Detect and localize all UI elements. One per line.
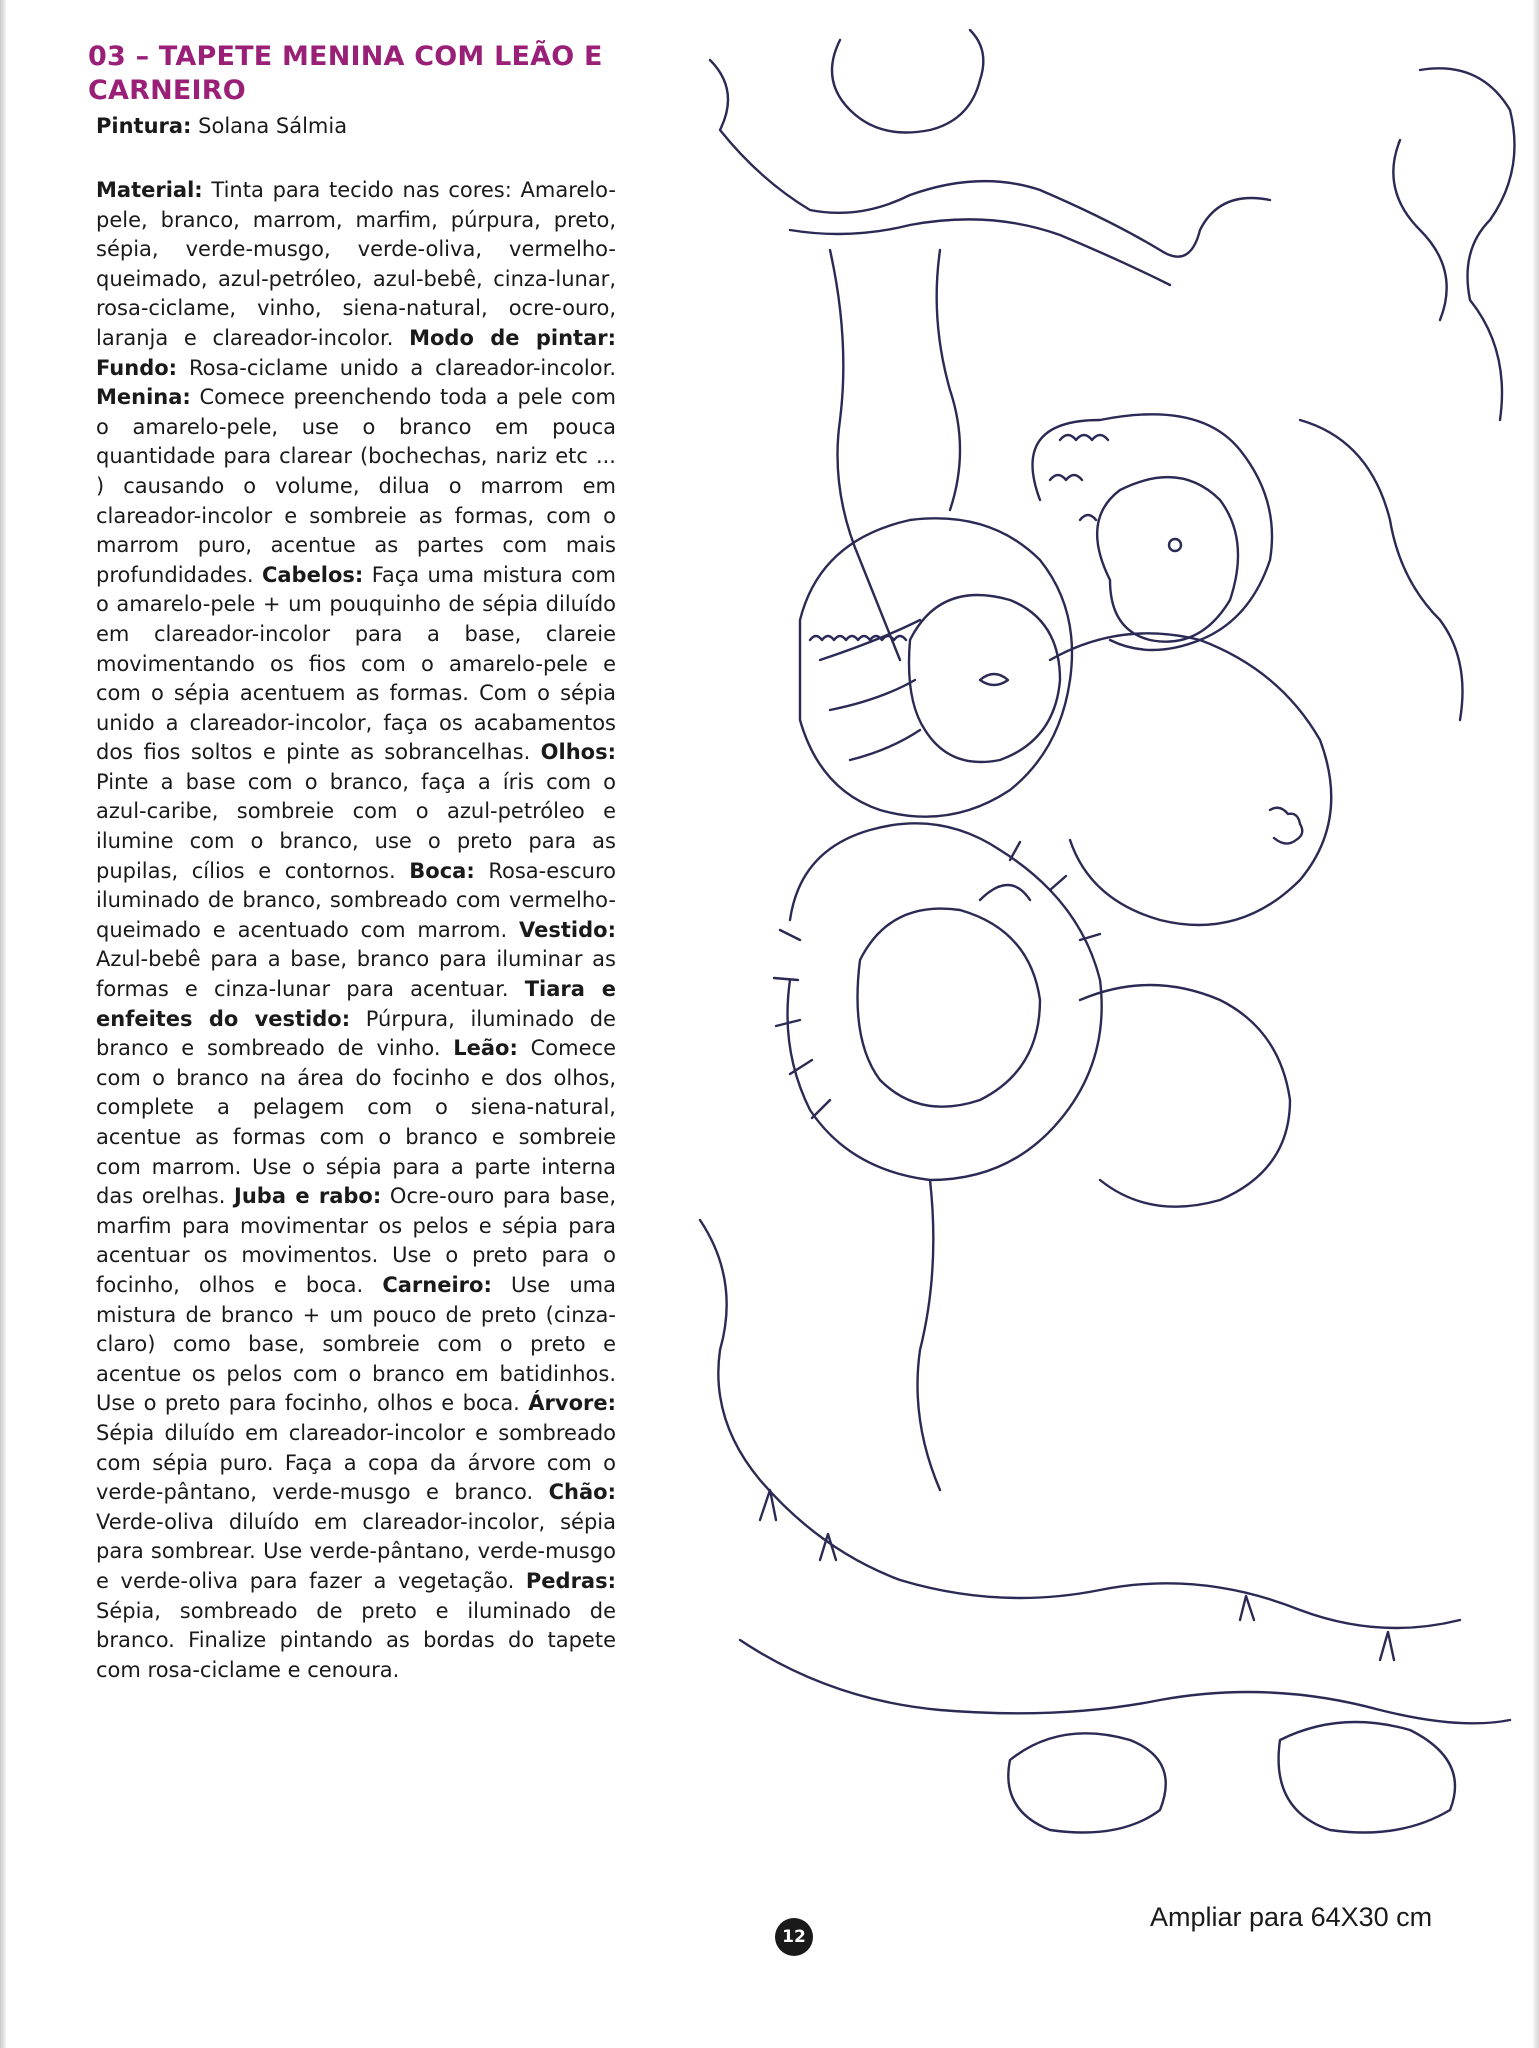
- section-label-juba: Juba e rabo:: [234, 1184, 382, 1209]
- tree-trunk-left: [830, 250, 900, 660]
- sheep-eye: [1169, 539, 1181, 551]
- section-text-menina: Comece preenchendo toda a pele com o amarelo-pele, use o branco em pouca quantidade para clarear (bochechas, nariz etc ... ) causando o volume, dilua o marrom em clareador-incolor e sombreie as formas, com o marrom puro, acentue as partes com mais profundidades.: [96, 385, 616, 587]
- lion-ear: [980, 885, 1030, 900]
- lion-body: [1080, 985, 1290, 1207]
- stone-left: [1008, 1733, 1165, 1832]
- section-label-tiara: Tiara e enfeites do vestido:: [96, 977, 616, 1031]
- lion-mane: [788, 823, 1102, 1180]
- grass-blades: [760, 1490, 1394, 1660]
- section-text-juba: Ocre-ouro para base, marfim para movimentar os pelos e sépia para acentuar os movimentos. Use o preto para o focinho, olhos e boca.: [96, 1184, 616, 1297]
- instructions-text: [96, 176, 616, 1685]
- canopy-right-inner: [1393, 140, 1446, 320]
- section-text-arvore: Sépia diluído em clareador-incolor e sombreado com sépia puro. Faça a copa da árvore com o verde-pântano, verde-musgo e branco.: [96, 1420, 616, 1505]
- painter-credit-value: Solana Sálmia: [191, 114, 348, 138]
- tree-branch-top: [710, 60, 1270, 257]
- tree-branch-upper: [832, 30, 983, 133]
- ground-line: [700, 1220, 1460, 1628]
- lion-mane-strands: [774, 842, 1100, 1118]
- stone-right: [1279, 1722, 1455, 1833]
- girl-hand: [1270, 808, 1302, 844]
- section-text-carneiro: Use uma mistura de branco + um pouco de preto (cinza-claro) como base, sombreie com o preto e acentue os pelos com o branco em batidinhos. Use o preto para focinho, olhos e boca.: [96, 1272, 617, 1416]
- section-label-cabelos: Cabelos:: [261, 562, 364, 587]
- sheep-head: [1097, 477, 1238, 642]
- section-label-arvore: Árvore:: [528, 1391, 616, 1416]
- section-text-vestido: Azul-bebê para a base, branco para iluminar as formas e cinza-lunar para acentuar.: [96, 947, 616, 1002]
- section-text-cabelos: Faça uma mistura com o amarelo-pele + um pouquinho de sépia diluído em clareador-incolor para a base, clareie movimentando os fios com o amarelo-pele e com o sépia acentuem as formas. Com o sépia unido a clareador-incolor, faça os acabamentos dos fios soltos e pinte as sobrancelhas.: [96, 562, 616, 765]
- section-text-fundo: Rosa-ciclame unido a clareador-incolor.: [177, 355, 616, 380]
- enlarge-caption: Ampliar para 64X30 cm: [1150, 1902, 1433, 1932]
- section-text-pedras: Sépia, sombreado de preto e iluminado de branco. Finalize pintando as bordas do tapete com rosa-ciclame e cenoura.: [96, 1598, 616, 1682]
- tree-trunk-lower: [918, 1180, 941, 1490]
- section-text-tiara: Púrpura, iluminado de branco e sombreado de vinho.: [96, 1006, 616, 1061]
- page-edge-right: [1533, 0, 1539, 2048]
- section-label-olhos: Olhos:: [540, 740, 616, 765]
- girl-hair-outline: [800, 518, 1072, 816]
- section-text-material: Tinta para tecido nas cores: Amarelo-pele, branco, marrom, marfim, púrpura, preto, sépia, verde-musgo, verde-oliva, vermelho-queimado, azul-petróleo, azul-bebê, cinza-lunar, rosa-ciclame, vinho, siena-natural, ocre-ouro, laranja e clareador-incolor.: [96, 178, 616, 350]
- lion-tail: [1300, 420, 1463, 720]
- girl-eye: [980, 674, 1008, 685]
- girl-face: [909, 595, 1060, 762]
- section-label-pedras: Pedras:: [525, 1568, 616, 1593]
- section-text-chao: Verde-oliva diluído em clareador-incolor, sépia para sombrear. Use verde-pântano, verde-musgo e verde-oliva para fazer a vegetação.: [96, 1509, 616, 1593]
- article-title: 03 – TAPETE MENINA COM LEÃO E CARNEIRO: [88, 41, 603, 106]
- page-number-badge: 12: [775, 1918, 813, 1956]
- sheep-curls: [1050, 435, 1108, 520]
- section-label-carneiro: Carneiro:: [382, 1272, 492, 1297]
- line-art-illustration: [680, 20, 1525, 1900]
- section-label-menina: Menina:: [96, 385, 191, 410]
- canopy-right: [1420, 68, 1515, 420]
- tree-branch-lower: [790, 219, 1170, 285]
- article-column: [88, 40, 616, 1685]
- painter-credit-label: Pintura:: [96, 114, 192, 138]
- section-label-fundo: Modo de pintar: Fundo:: [96, 325, 616, 380]
- section-label-vestido: Vestido:: [519, 917, 616, 942]
- ground-lower: [740, 1640, 1510, 1723]
- section-label-boca: Boca:: [409, 858, 475, 883]
- girl-dress: [1050, 633, 1331, 925]
- lion-face: [858, 909, 1041, 1107]
- section-label-chao: Chão:: [548, 1480, 616, 1505]
- section-label-material: Material:: [96, 178, 203, 202]
- section-text-leao: Comece com o branco na área do focinho e dos olhos, complete a pelagem com o siena-natural, acentue as formas com o branco e sombreie com marrom. Use o sépia para a parte interna das orelhas.: [96, 1036, 616, 1209]
- section-label-leao: Leão:: [453, 1036, 518, 1061]
- page-edge-left: [0, 0, 6, 2048]
- painter-credit: [96, 112, 616, 140]
- section-text-olhos: Pinte a base com o branco, faça a íris com o azul-caribe, sombreie com o azul-petróleo e ilumine com o branco, use o preto para as pupilas, cílios e contornos.: [96, 769, 616, 883]
- tree-trunk-right: [937, 250, 960, 510]
- section-text-boca: Rosa-escuro iluminado de branco, sombreado com vermelho-queimado e acentuado com marrom.: [96, 858, 616, 942]
